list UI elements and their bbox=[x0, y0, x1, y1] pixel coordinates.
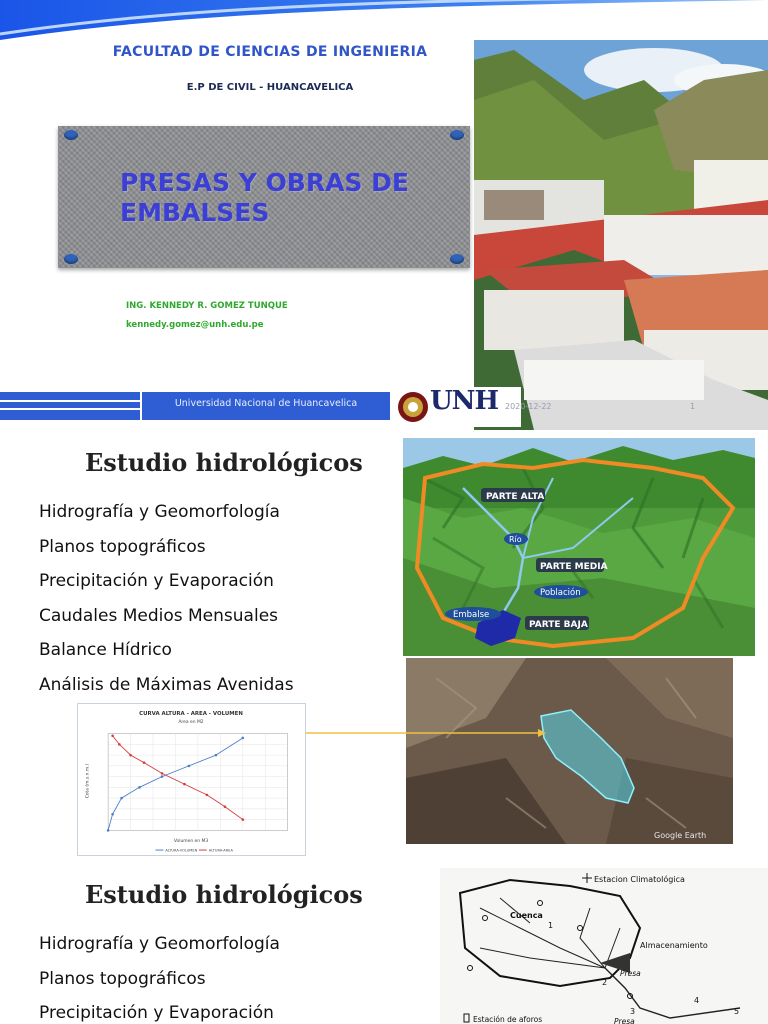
label-n5: 5 bbox=[734, 1007, 740, 1016]
data-point bbox=[129, 754, 132, 757]
slide-heading: Estudio hidrológicos bbox=[85, 880, 363, 909]
basin-sketch bbox=[440, 868, 768, 1024]
topic-item: Análisis de Máximas Avenidas bbox=[39, 675, 294, 695]
corner-dot bbox=[450, 254, 464, 264]
footer-stripes bbox=[0, 392, 140, 420]
corner-dot bbox=[64, 254, 78, 264]
hydrology-slide bbox=[0, 430, 768, 864]
series-line-1 bbox=[113, 736, 243, 820]
label-poblacion: Población bbox=[540, 588, 581, 598]
label-n4: 4 bbox=[694, 996, 700, 1005]
topic-item: Precipitación y Evaporación bbox=[39, 571, 274, 591]
slide-date: 2020-12-22 bbox=[505, 402, 552, 411]
author-email: kennedy.gomez@unh.edu.pe bbox=[126, 320, 264, 330]
hydrology-slide-2 bbox=[0, 864, 768, 1024]
legend-label: ALTURA-AREA bbox=[208, 848, 233, 853]
label-cuenca: Cuenca bbox=[510, 911, 543, 920]
main-title bbox=[120, 168, 460, 228]
university-name: Universidad Nacional de Huancavelica bbox=[174, 398, 358, 409]
data-point bbox=[224, 805, 227, 808]
legend-label: ALTURA-VOLUMEN bbox=[165, 848, 198, 853]
campus-photo bbox=[474, 40, 768, 430]
slide-heading: Estudio hidrológicos bbox=[85, 448, 363, 477]
title-slide bbox=[0, 0, 768, 430]
chart-subtitle: Area en M2 bbox=[178, 719, 204, 725]
topic-item: Precipitación y Evaporación bbox=[39, 1003, 274, 1023]
callout-arrow bbox=[300, 720, 570, 780]
label-almacenamiento: Almacenamiento bbox=[640, 941, 708, 950]
chart-ylabel: Cota (m.s.n.m.) bbox=[85, 763, 91, 799]
label-estacion-aforos: Estación de aforos bbox=[473, 1015, 543, 1024]
label-parte-baja: PARTE BAJA bbox=[529, 620, 588, 630]
corner-dot bbox=[64, 130, 78, 140]
label-embalse: Embalse bbox=[453, 610, 490, 620]
label-rio: Río bbox=[509, 535, 522, 544]
label-n1: 1 bbox=[548, 921, 554, 930]
data-point bbox=[161, 772, 164, 775]
label-parte-alta: PARTE ALTA bbox=[486, 492, 545, 502]
topic-item: Hidrografía y Geomorfología bbox=[39, 502, 280, 522]
author-name: ING. KENNEDY R. GOMEZ TUNQUE bbox=[126, 301, 288, 311]
data-point bbox=[242, 818, 245, 821]
google-earth-credit: Google Earth bbox=[654, 831, 707, 840]
label-estacion-climatologica: Estacion Climatológica bbox=[594, 875, 685, 884]
topic-item: Balance Hídrico bbox=[39, 640, 172, 660]
label-presa-2: Presa bbox=[614, 1017, 635, 1024]
chart-xlabel: Volumen en M3 bbox=[173, 839, 209, 845]
data-point bbox=[242, 737, 245, 740]
slide-number: 1 bbox=[690, 402, 696, 411]
crest-icon bbox=[393, 387, 433, 427]
label-parte-media: PARTE MEDIA bbox=[540, 562, 608, 572]
topic-item: Planos topográficos bbox=[39, 969, 206, 989]
data-point bbox=[111, 813, 114, 816]
label-presa: Presa bbox=[620, 969, 641, 978]
watershed-map bbox=[403, 438, 755, 656]
chart-title: CURVA ALTURA - AREA - VOLUMEN bbox=[139, 710, 243, 717]
topic-item: Caudales Medios Mensuales bbox=[39, 606, 279, 626]
logo-text: UNH bbox=[430, 386, 499, 416]
main-title-line2: EMBALSES bbox=[120, 198, 270, 227]
data-point bbox=[111, 734, 114, 737]
data-point bbox=[215, 754, 218, 757]
data-point bbox=[120, 797, 123, 800]
data-point bbox=[143, 761, 146, 764]
main-title-line1: PRESAS Y OBRAS DE bbox=[120, 168, 409, 197]
title-box bbox=[58, 126, 470, 268]
data-point bbox=[138, 786, 141, 789]
data-point bbox=[183, 783, 186, 786]
data-point bbox=[206, 794, 209, 797]
corner-dot bbox=[450, 130, 464, 140]
faculty-title: FACULTAD DE CIENCIAS DE INGENIERIA bbox=[112, 44, 428, 60]
topic-item: Planos topográficos bbox=[39, 537, 206, 557]
school-title: E.P DE CIVIL - HUANCAVELICA bbox=[186, 82, 354, 93]
data-point bbox=[161, 775, 164, 778]
label-n3: 3 bbox=[630, 1007, 636, 1016]
data-point bbox=[118, 743, 121, 746]
area-volume-chart bbox=[77, 703, 306, 856]
data-point bbox=[188, 765, 191, 768]
label-n2: 2 bbox=[602, 978, 608, 987]
topic-item: Hidrografía y Geomorfología bbox=[39, 934, 280, 954]
data-point bbox=[107, 829, 110, 832]
